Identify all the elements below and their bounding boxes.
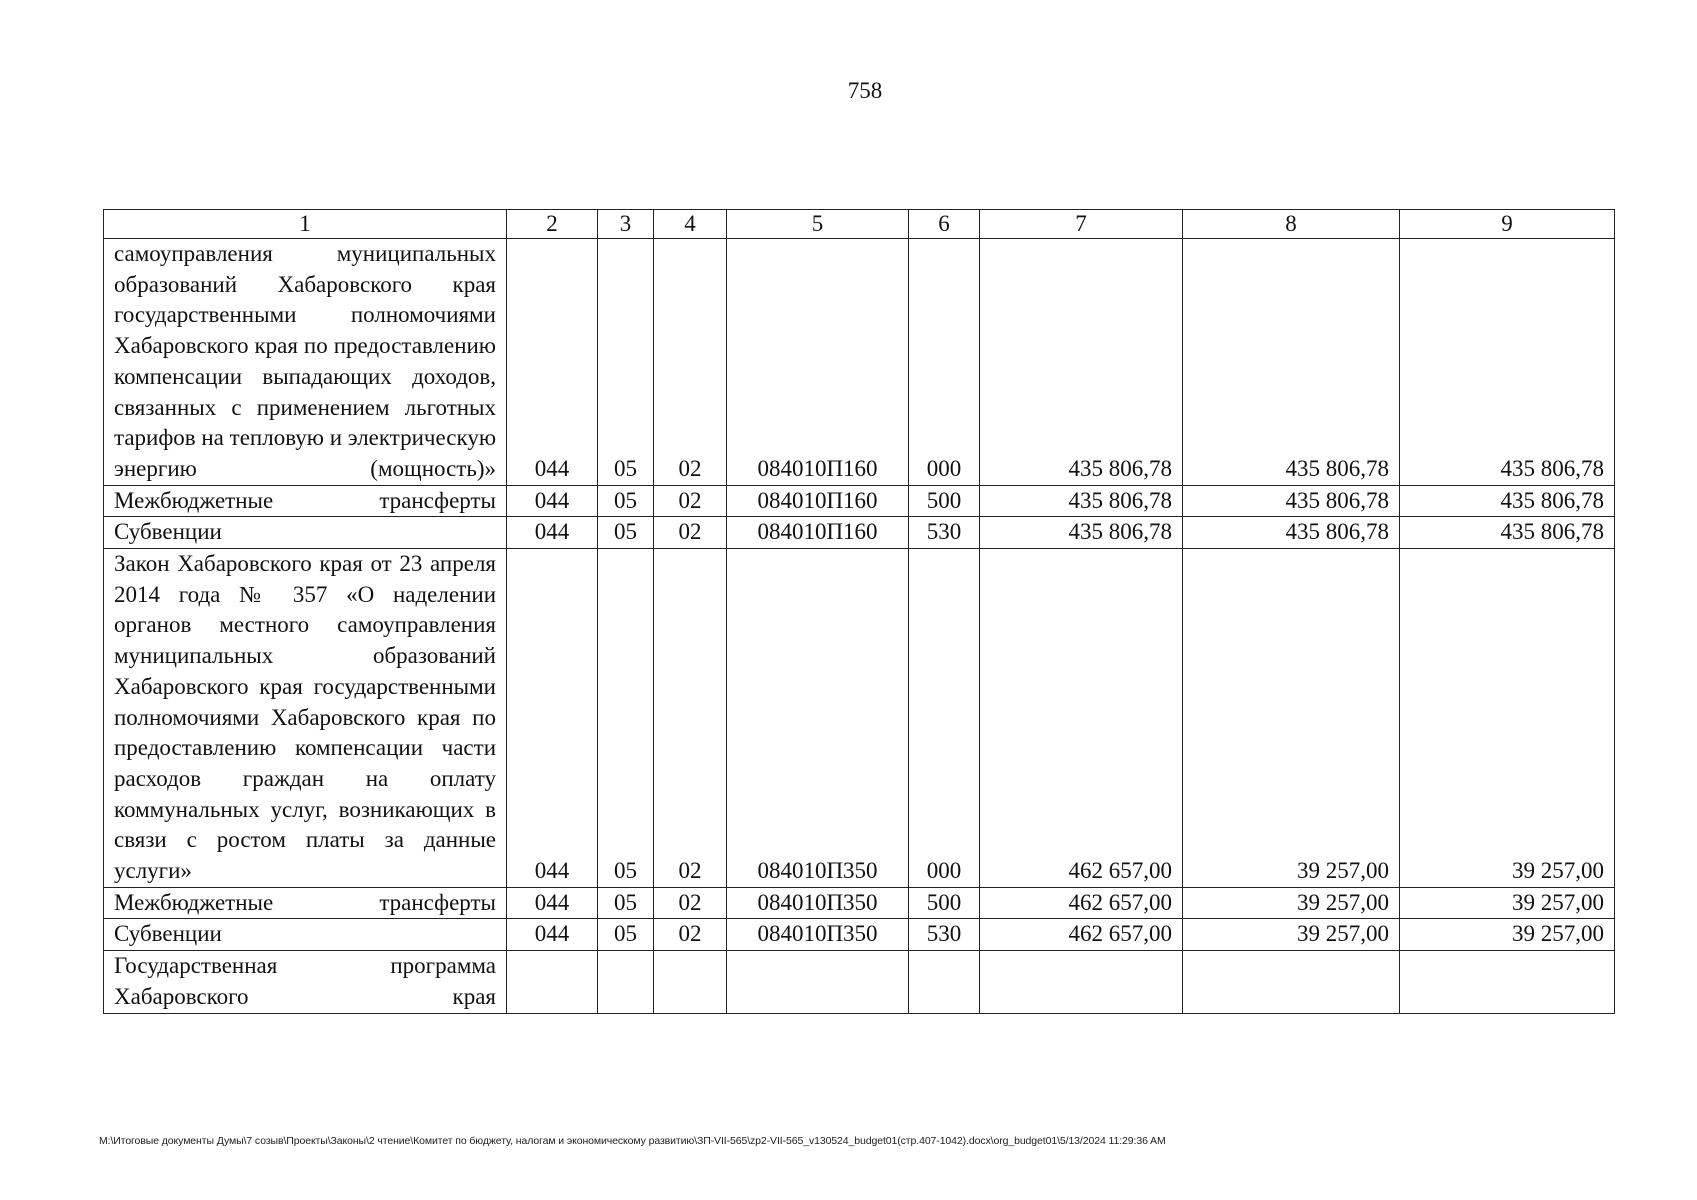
- table-row: [104, 549, 1615, 888]
- budget-table-body: [104, 210, 1615, 1014]
- row-name-line: Закон Хабаровского края от: [114, 551, 392, 577]
- cell-col-8: 39 257,00: [1183, 549, 1400, 888]
- cell-col-5: 084010П350: [727, 549, 909, 888]
- row-name-line: государственными: [313, 673, 496, 699]
- row-name-text: [114, 919, 496, 950]
- cell-col-8: [1183, 951, 1400, 1013]
- row-name-cell: [104, 517, 507, 549]
- row-name-text: [114, 517, 496, 548]
- row-name-cell: [104, 887, 507, 919]
- cell-col-7: 462 657,00: [980, 549, 1183, 888]
- row-name-line: компенсации части расходов: [114, 735, 497, 791]
- cell-col-3: [598, 951, 654, 1013]
- column-header: 9: [1400, 210, 1615, 239]
- cell-col-2: 044: [507, 549, 598, 888]
- cell-col-4: 02: [654, 887, 727, 919]
- column-header: 4: [654, 210, 727, 239]
- row-name-text: [114, 239, 496, 485]
- row-name-line: Межбюджетные трансферты: [114, 889, 496, 915]
- row-name-line: «О наделении органов местного: [114, 581, 496, 638]
- row-name-line: энергию (мощность)»: [114, 455, 496, 481]
- row-name-line: граждан на оплату: [242, 765, 497, 791]
- cell-col-2: 044: [507, 485, 598, 517]
- cell-col-3: 05: [598, 549, 654, 888]
- row-name-line: образований Хабаровского края: [114, 271, 496, 297]
- cell-col-5: 084010П160: [727, 517, 909, 549]
- row-name-line: доходов, связанных с: [114, 363, 497, 420]
- row-name-cell: [104, 951, 507, 1013]
- cell-col-9: 435 806,78: [1400, 239, 1615, 486]
- cell-col-6: 530: [909, 517, 980, 549]
- row-name-line: Субвенции: [114, 519, 222, 545]
- cell-col-2: 044: [507, 239, 598, 486]
- row-name-line: самоуправления муниципальных: [114, 241, 496, 266]
- cell-col-8: 435 806,78: [1183, 239, 1400, 486]
- column-header: 6: [909, 210, 980, 239]
- cell-col-4: 02: [654, 517, 727, 549]
- column-header: 7: [980, 210, 1183, 239]
- row-name-line: Хабаровского края: [114, 983, 496, 1009]
- cell-col-4: 02: [654, 485, 727, 517]
- row-name-line: самоуправления муниципальных: [114, 612, 497, 669]
- cell-col-7: 462 657,00: [980, 919, 1183, 951]
- budget-table: [103, 209, 1615, 1014]
- table-row: [104, 239, 1615, 486]
- table-row: [104, 485, 1615, 517]
- cell-col-8: 435 806,78: [1183, 485, 1400, 517]
- cell-col-2: 044: [507, 887, 598, 919]
- cell-col-3: 05: [598, 485, 654, 517]
- cell-col-7: 435 806,78: [980, 517, 1183, 549]
- row-name-line: коммунальных услуг,: [114, 796, 328, 822]
- cell-col-4: [654, 951, 727, 1013]
- row-name-line: образований Хабаровского края: [114, 643, 496, 699]
- cell-col-6: 500: [909, 887, 980, 919]
- row-name-cell: [104, 485, 507, 517]
- cell-col-6: 500: [909, 485, 980, 517]
- row-name-text: [114, 951, 496, 1012]
- cell-col-8: 435 806,78: [1183, 517, 1400, 549]
- row-name-line: полномочиями Хабаровского: [114, 704, 406, 730]
- row-name-text: [114, 549, 496, 887]
- cell-col-3: 05: [598, 517, 654, 549]
- cell-col-2: 044: [507, 919, 598, 951]
- row-name-line: на тепловую и электрическую: [201, 425, 496, 451]
- cell-col-5: [727, 951, 909, 1013]
- cell-col-9: 39 257,00: [1400, 549, 1615, 888]
- table-header-row: [104, 210, 1615, 239]
- row-name-line: Межбюджетные трансферты: [114, 487, 496, 513]
- row-name-line: возникающих в связи с ростом: [114, 796, 496, 853]
- cell-col-3: 05: [598, 887, 654, 919]
- row-name-line: применением льготных тарифов: [114, 394, 497, 451]
- cell-col-6: 000: [909, 239, 980, 486]
- row-name-cell: [104, 919, 507, 951]
- cell-col-4: 02: [654, 549, 727, 888]
- row-name-line: платы за данные услуги»: [114, 827, 497, 884]
- row-name-line: края по предоставлению: [114, 704, 496, 761]
- cell-col-5: 084010П350: [727, 887, 909, 919]
- column-header: 1: [104, 210, 507, 239]
- cell-col-2: 044: [507, 517, 598, 549]
- row-name-line: полномочиями Хабаровского: [114, 302, 496, 359]
- column-header: 2: [507, 210, 598, 239]
- column-header: 3: [598, 210, 654, 239]
- cell-col-5: 084010П350: [727, 919, 909, 951]
- cell-col-9: 435 806,78: [1400, 517, 1615, 549]
- cell-col-7: 435 806,78: [980, 239, 1183, 486]
- cell-col-9: 39 257,00: [1400, 887, 1615, 919]
- cell-col-9: [1400, 951, 1615, 1013]
- row-name-cell: [104, 549, 507, 888]
- table-row: [104, 951, 1615, 1013]
- column-header: 5: [727, 210, 909, 239]
- cell-col-3: 05: [598, 239, 654, 486]
- row-name-cell: [104, 239, 507, 486]
- row-name-line: 23 апреля 2014 года № 357: [114, 551, 496, 607]
- table-row: [104, 517, 1615, 549]
- table-row: [104, 919, 1615, 951]
- cell-col-8: 39 257,00: [1183, 887, 1400, 919]
- cell-col-6: 530: [909, 919, 980, 951]
- cell-col-9: 39 257,00: [1400, 919, 1615, 951]
- cell-col-4: 02: [654, 919, 727, 951]
- cell-col-9: 435 806,78: [1400, 485, 1615, 517]
- row-name-text: [114, 486, 496, 517]
- cell-col-6: [909, 951, 980, 1013]
- cell-col-7: 435 806,78: [980, 485, 1183, 517]
- cell-col-3: 05: [598, 919, 654, 951]
- row-name-line: Субвенции: [114, 921, 222, 947]
- cell-col-7: [980, 951, 1183, 1013]
- cell-col-5: 084010П160: [727, 485, 909, 517]
- row-name-line: компенсации выпадающих: [114, 363, 392, 389]
- document-path-footer: M:\Итоговые документы Думы\7 созыв\Проекты\Законы\2 чтение\Комитет по бюджету, налогам и экономическому развитию\ЗП-VII-565\zp2-VII-565_v130524_budget01(стр.407-1042).docx\org_budget01\5/13/2024 11:29:36 AM: [99, 1135, 1166, 1147]
- row-name-line: края по предоставлению: [254, 333, 496, 359]
- cell-col-4: 02: [654, 239, 727, 486]
- cell-col-8: 39 257,00: [1183, 919, 1400, 951]
- row-name-text: [114, 888, 496, 919]
- column-header: 8: [1183, 210, 1400, 239]
- cell-col-2: [507, 951, 598, 1013]
- cell-col-5: 084010П160: [727, 239, 909, 486]
- row-name-line: государственными: [114, 302, 297, 328]
- table-row: [104, 887, 1615, 919]
- cell-col-6: 000: [909, 549, 980, 888]
- page-number: 758: [847, 78, 883, 103]
- cell-col-7: 462 657,00: [980, 887, 1183, 919]
- row-name-line: Государственная программа: [114, 953, 496, 979]
